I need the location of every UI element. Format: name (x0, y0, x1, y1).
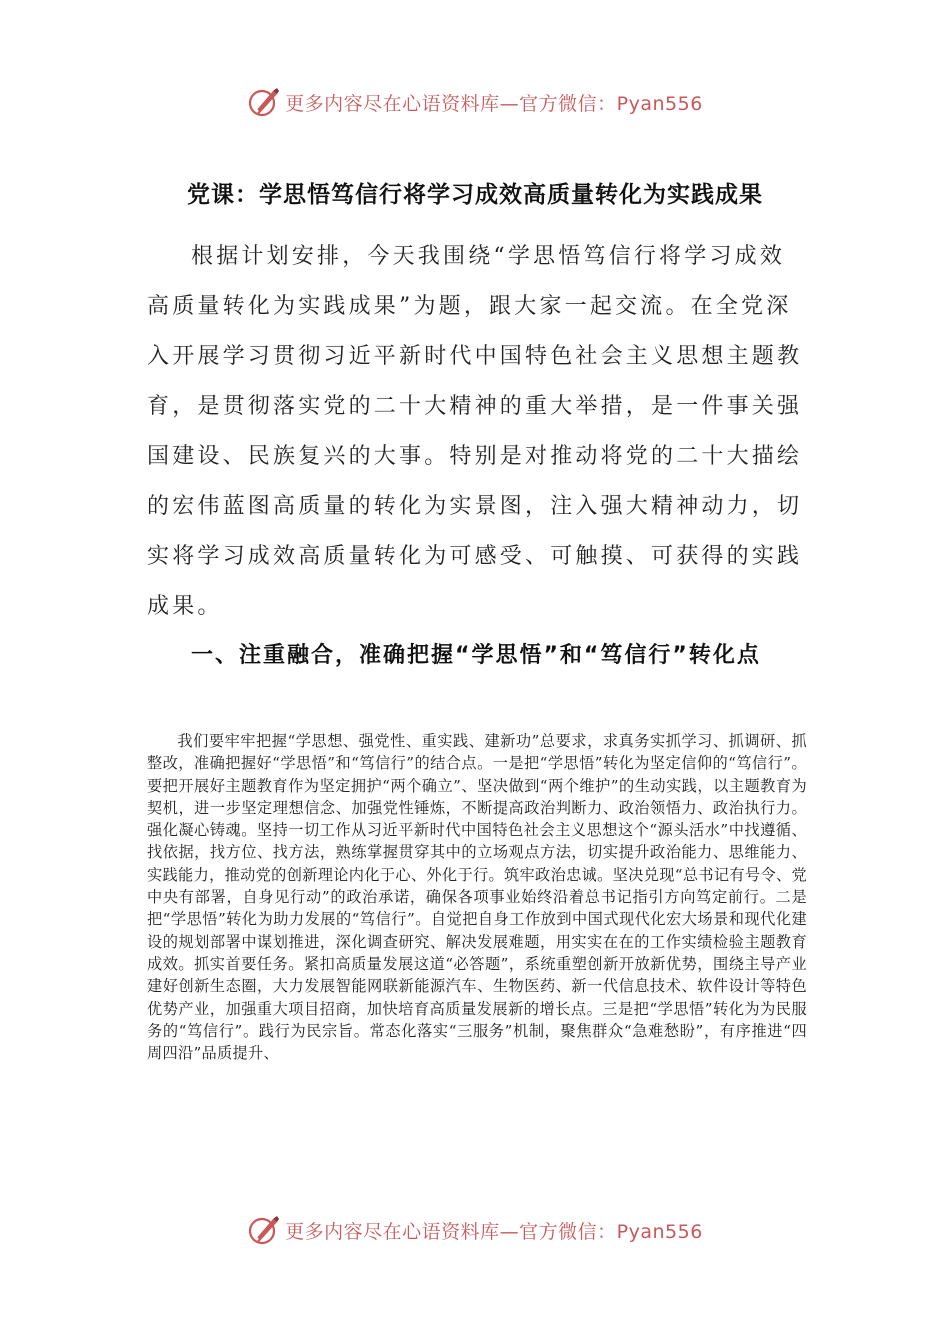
watermark-text: 更多内容尽在心语资料库—官方微信：Pyan556 (285, 92, 703, 115)
pen-nib-logo-icon (247, 85, 281, 119)
section-1-body (147, 730, 807, 1064)
intro-paragraph (147, 232, 807, 632)
watermark-footer (0, 1210, 950, 1250)
watermark-header (0, 82, 950, 122)
document-title: 党课：学思悟笃信行将学习成效高质量转化为实践成果 (187, 182, 763, 208)
pen-nib-logo-icon (247, 1213, 281, 1247)
section-1-body-text: 我们要牢牢把握“学思想、强党性、重实践、建新功”总要求，求真务实抓学习、抓调研、抓整改，准确把握好“学思悟”和“笃信行”的结合点。一是把“学思悟”转化为坚定信仰的“笃信行”。要把开展好主题教育作为坚定拥护“两个确立”、坚决做到“两个维护”的生动实践，以主题教育为契机，进一步坚定理想信念、加强党性锤炼，不断提高政治判断力、政治领悟力、政治执行力。强化凝心铸魂。坚持一切工作从习近平新时代中国特色社会主义思想这个“源头活水”中找遵循、找依据，找方位、找方法，熟练掌握贯穿其中的立场观点方法，切实提升政治能力、思维能力、实践能力，推动党的创新理论内化于心、外化于行。筑牢政治忠诚。坚决兑现“总书记有号令、党中央有部署，自身见行动”的政治承诺，确保各项事业始终沿着总书记指引方向笃定前行。二是把“学思悟”转化为助力发展的“笃信行”。自觉把自身工作放到中国式现代化宏大场景和现代化建设的规划部署中谋划推进，深化调查研究、解决发展难题，用实实在在的工作实绩检验主题教育成效。抓实首要任务。紧扣高质量发展这道“必答题”，系统重塑创新开放新优势，围绕主导产业建好创新生态圈，大力发展智能网联新能源汽车、生物医药、新一代信息技术、软件设计等特色优势产业，加强重大项目招商，加快培育高质量发展新的增长点。三是把“学思悟”转化为为民服务的“笃信行”。践行为民宗旨。常态化落实“三服务”机制，聚焦群众“急难愁盼”，有序推进“四周四沿”品质提升、 (147, 732, 807, 1063)
watermark-text: 更多内容尽在心语资料库—官方微信：Pyan556 (285, 1220, 703, 1243)
intro-text: 根据计划安排，今天我围绕“学思悟笃信行将学习成效高质量转化为实践成果”为题，跟大家一起交流。在全党深入开展学习贯彻习近平新时代中国特色社会主义思想主题教育，是贯彻落实党的二十大精神的重大举措，是一件事关强国建设、民族复兴的大事。特别是对推动将党的二十大描绘的宏伟蓝图高质量的转化为实景图，注入强大精神动力，切实将学习成效高质量转化为可感受、可触摸、可获得的实践成果。 (147, 244, 803, 619)
section-1-heading: 一、注重融合，准确把握“学思悟”和“笃信行”转化点 (191, 643, 761, 668)
